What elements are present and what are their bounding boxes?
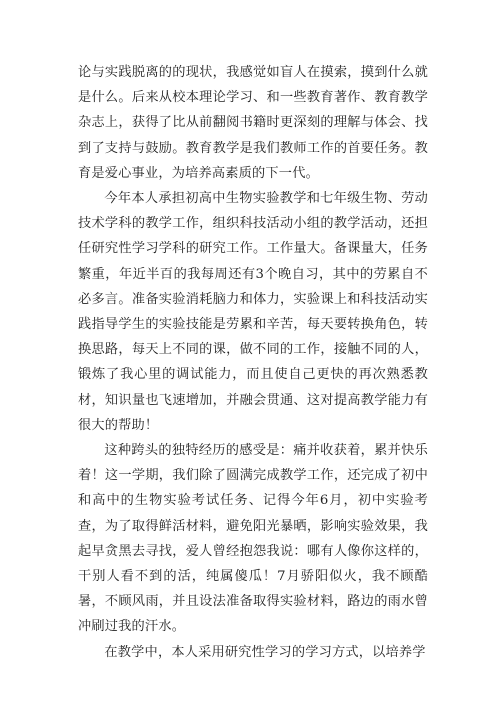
paragraph-1: 论与实践脱离的的现状，我感觉如盲人在摸索，摸到什么就是什么。后来从校本理论学习、和一些教育著作、教育教学杂志上，获得了比从前翻阅书籍时更深刻的理解与体会、找到了支持与鼓励。教育教学是我们教师工作的首要任务。教育是爱心事业，为培养高素质的下一代。 [78,65,428,181]
paragraph-3: 这种跨头的独特经历的感受是：痛并收获着，累并快乐着！这一学期，我们除了圆满完成教学工作，还完成了初中和高中的生物实验考试任务、记得今年6月，初中实验考查，为了取得鲜活材料，避免阳光暴晒，影响实验效果，我起早贪黑去寻找，爱人曾经抱怨我说：哪有人像你这样的，干别人看不到的活，纯属傻瓜！7月骄阳似火，我不顾酷暑，不顾风雨，并且设法准备取得实验材料，路边的雨水曾冲刷过我的汗水。 [78,443,428,635]
paragraph-4: 在教学中，本人采用研究性学习的学习方式，以培养学 [104,644,426,660]
document-body [78,60,428,665]
paragraph-2: 今年本人承担初高中生物实验教学和七年级生物、劳动技术学科的教学工作，组织科技活动小组的教学活动，还担任研究性学习学科的研究工作。工作量大。备课量大，任务繁重，年近半百的我每周还有3个晚自习，其中的劳累自不必多言。准备实验消耗脑力和体力，实验课上和科技活动实践指导学生的实验技能是劳累和辛苦，每天要转换角色，转换思路，每天上不同的课，做不同的工作，接触不同的人，锻炼了我心里的调试能力，而且使自己更快的再次熟悉教材，知识量也飞速增加，并融会贯通、这对提高教学能力有很大的帮助！ [78,191,428,433]
